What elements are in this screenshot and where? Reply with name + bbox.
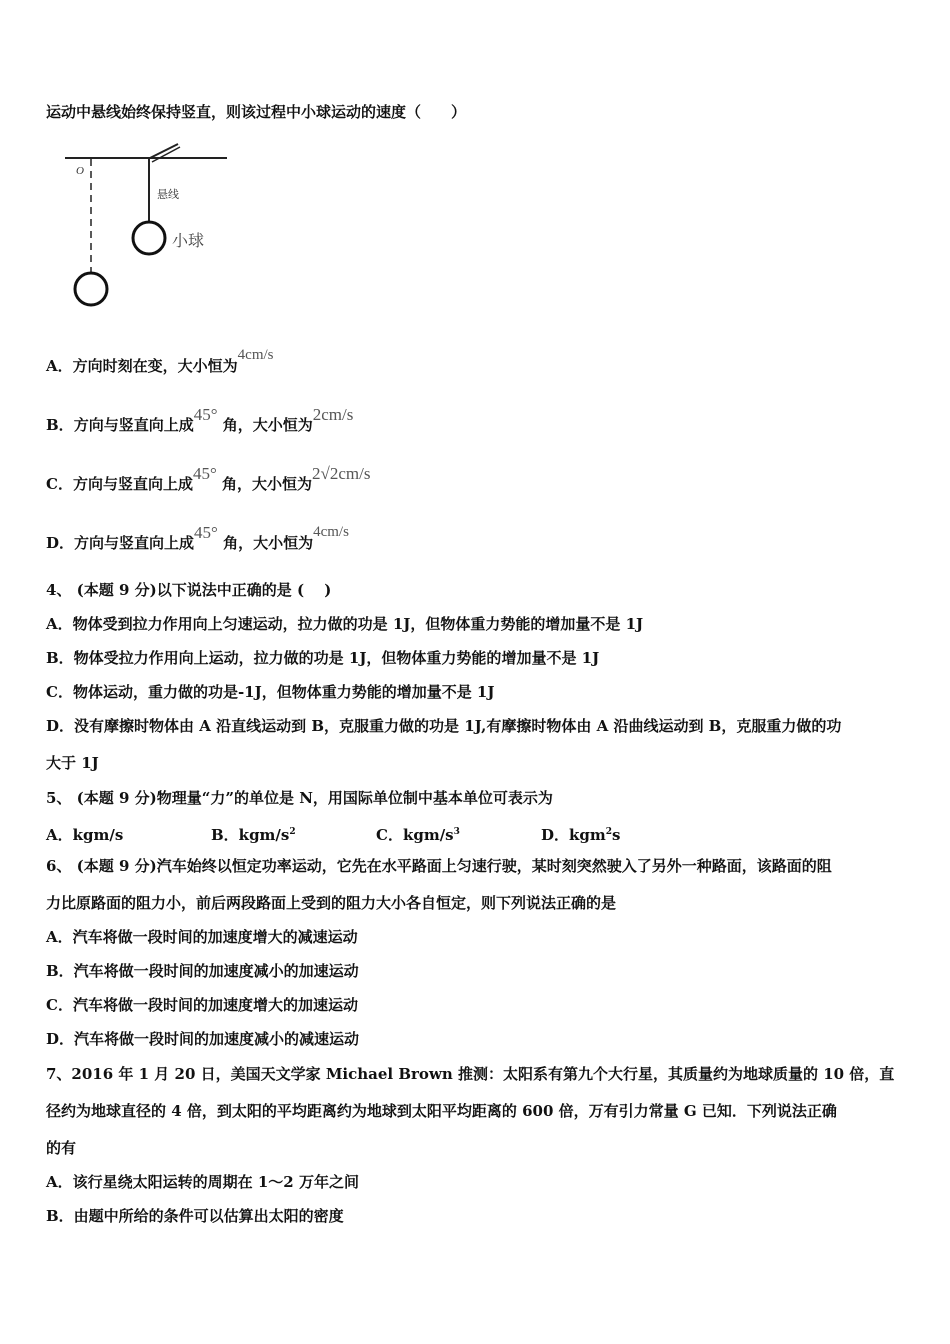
q6-option-a: A．汽车将做一段时间的加速度增大的减速运动 <box>46 928 358 946</box>
q5-option-c: C．kgm/$s^3$ <box>376 826 460 844</box>
q7-stem: 7、2016 年 1 月 20 日，美国天文学家 Michael Brown 推测：太阳系有第九个大行星，其质量约为地球质量的 10 倍，直 <box>46 1065 895 1083</box>
q6-option-b: B．汽车将做一段时间的加速度减小的加速运动 <box>46 962 359 980</box>
q4-option-b: B．物体受拉力作用向上运动，拉力做的功是 1J，但物体重力势能的增加量不是 1J <box>46 649 600 667</box>
q4-stem: 4、 (本题 9 分)以下说法中正确的是 ( ) <box>46 581 332 599</box>
option-b: B．方向与竖直向上成45° 角，大小恒为2cm/s <box>46 405 354 434</box>
q6-option-c: C．汽车将做一段时间的加速度增大的加速运动 <box>46 996 358 1014</box>
label-line: 悬线 <box>157 188 179 201</box>
q7-option-a: A．该行星绕太阳运转的周期在 1～2 万年之间 <box>46 1173 359 1191</box>
q6-stem: 6、 (本题 9 分)汽车始终以恒定功率运动，它先在水平路面上匀速行驶，某时刻突然驶入了另外一种路面，该路面的阻 <box>46 857 832 875</box>
q4-option-a: A．物体受到拉力作用向上匀速运动，拉力做的功是 1J，但物体重力势能的增加量不是 1J <box>46 615 644 633</box>
ball-initial <box>75 273 107 305</box>
q5-stem: 5、 (本题 9 分)物理量“力”的单位是 N，用国际单位制中基本单位可表示为 <box>46 789 553 807</box>
q7-stem-cont2: 的有 <box>46 1139 77 1157</box>
q6-option-d: D．汽车将做一段时间的加速度减小的减速运动 <box>46 1030 360 1048</box>
label-o: O <box>76 165 84 177</box>
option-a: A．方向时刻在变，大小恒为4cm/s <box>46 347 274 375</box>
pendulum-figure <box>60 140 240 315</box>
intro-text: 运动中悬线始终保持竖直，则该过程中小球运动的速度（ ） <box>46 103 467 121</box>
option-d: D．方向与竖直向上成45° 角，大小恒为4cm/s <box>46 523 349 552</box>
q4-option-d-cont: 大于 1J <box>46 754 99 772</box>
q5-option-d: D．kgm$^2$s <box>541 826 621 844</box>
q6-stem-cont: 力比原路面的阻力小，前后两段路面上受到的阻力大小各自恒定，则下列说法正确的是 <box>46 894 617 912</box>
q5-option-a: A．kgm/s <box>46 826 124 844</box>
q7-stem-cont: 径约为地球直径的 4 倍，到太阳的平均距离约为地球到太阳平均距离的 600 倍，万有引力常量 G 已知．下列说法正确 <box>46 1102 837 1120</box>
q5-options <box>46 822 620 845</box>
q5-option-b: B．kgm/$s^2$ <box>211 826 296 844</box>
ball <box>133 222 165 254</box>
q4-option-d: D．没有摩擦时物体由 A 沿直线运动到 B，克服重力做的功是 1J,有摩擦时物体由 A 沿曲线运动到 B，克服重力做的功 <box>46 717 842 735</box>
q4-option-c: C．物体运动，重力做的功是-1J，但物体重力势能的增加量不是 1J <box>46 683 495 701</box>
label-ball: 小球 <box>172 231 205 250</box>
q7-option-b: B．由题中所给的条件可以估算出太阳的密度 <box>46 1207 344 1225</box>
option-c: C．方向与竖直向上成45° 角，大小恒为2√2cm/s <box>46 464 371 493</box>
